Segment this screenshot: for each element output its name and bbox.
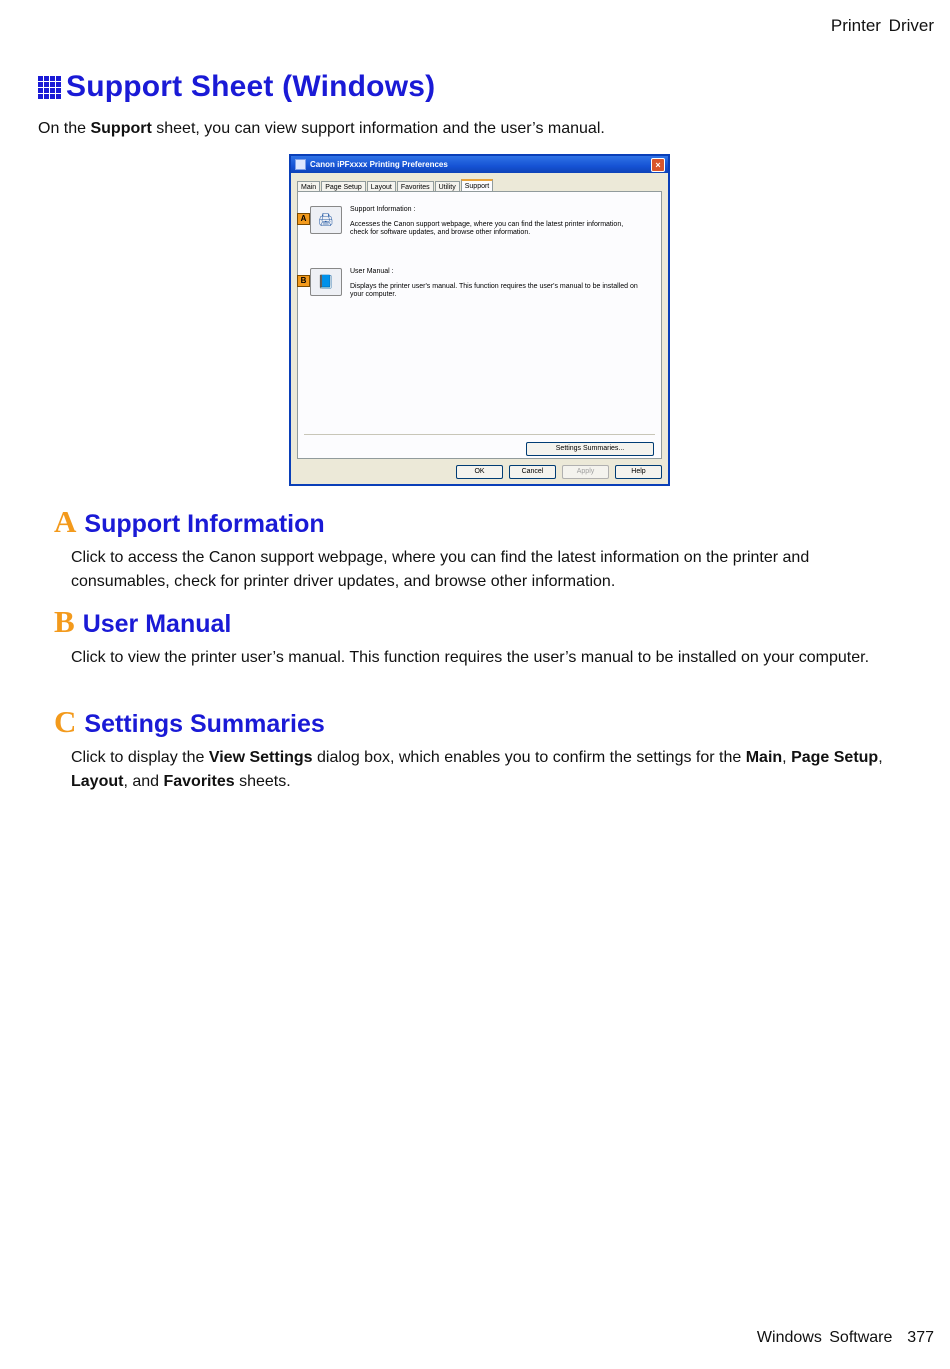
page-number: 377 bbox=[907, 1329, 934, 1346]
c-bold-layout: Layout bbox=[71, 773, 124, 790]
cancel-button[interactable]: Cancel bbox=[509, 465, 556, 479]
support-info-label: Support Information : bbox=[350, 206, 416, 213]
support-info-button[interactable] bbox=[310, 206, 342, 234]
badge-a: A bbox=[297, 213, 310, 225]
intro-bold: Support bbox=[90, 120, 152, 137]
panel-divider bbox=[304, 434, 655, 435]
section-c-letter: C bbox=[54, 704, 77, 739]
dialog-title: Canon iPFxxxx Printing Preferences bbox=[310, 160, 448, 169]
user-manual-row bbox=[310, 268, 640, 299]
c-bold-view-settings: View Settings bbox=[208, 749, 313, 766]
section-b-body: Click to view the printer user’s manual. This function requires the user’s manual to be installed on your computer. bbox=[71, 649, 870, 666]
c-text-5: , and bbox=[123, 773, 164, 790]
section-c-heading bbox=[54, 704, 904, 740]
running-header: Printer Driver bbox=[830, 16, 934, 35]
section-a-body: Click to access the Canon support webpage, where you can find the latest information on the printer and consumables, check for printer driver updates, and browse other information. bbox=[71, 549, 810, 590]
tab-layout[interactable]: Layout bbox=[367, 181, 396, 193]
tab-utility[interactable]: Utility bbox=[435, 181, 460, 193]
section-a-title: Support Information bbox=[84, 510, 325, 538]
c-text-1: Click to display the bbox=[71, 749, 209, 766]
support-globe-icon: 🖨 bbox=[317, 212, 335, 227]
title-row bbox=[38, 70, 435, 104]
grid-bullet-icon bbox=[38, 76, 61, 99]
user-manual-desc: Displays the printer user's manual. This function requires the user's manual to be installed on your computer. bbox=[350, 283, 638, 298]
tab-page-setup[interactable]: Page Setup bbox=[321, 181, 366, 193]
section-a-heading bbox=[54, 504, 904, 540]
c-text-2: dialog box, which enables you to confirm the settings for the bbox=[312, 749, 746, 766]
dialog-titlebar bbox=[291, 156, 668, 173]
section-c-title: Settings Summaries bbox=[84, 710, 325, 738]
manual-book-icon: 📘 bbox=[317, 274, 335, 289]
tab-favorites[interactable]: Favorites bbox=[397, 181, 434, 193]
section-b-title: User Manual bbox=[82, 610, 232, 638]
settings-summaries-button[interactable]: Settings Summaries... bbox=[526, 442, 654, 456]
section-support-information bbox=[54, 504, 904, 594]
printing-preferences-dialog bbox=[289, 154, 670, 486]
c-bold-favorites: Favorites bbox=[163, 773, 235, 790]
section-b-heading bbox=[54, 604, 904, 640]
section-user-manual bbox=[54, 604, 904, 670]
support-tab-panel bbox=[297, 191, 662, 459]
apply-button[interactable]: Apply bbox=[562, 465, 609, 479]
c-bold-page-setup: Page Setup bbox=[791, 749, 879, 766]
help-button[interactable]: Help bbox=[615, 465, 662, 479]
c-text-3: , bbox=[782, 749, 792, 766]
ok-button[interactable]: OK bbox=[456, 465, 503, 479]
support-info-desc: Accesses the Canon support webpage, where you can find the latest printer information, check for software updates, and browse other information. bbox=[350, 221, 624, 236]
c-text-4: , bbox=[878, 749, 883, 766]
c-bold-main: Main bbox=[745, 749, 783, 766]
tab-support[interactable]: Support bbox=[461, 179, 494, 194]
page-title: Support Sheet (Windows) bbox=[66, 70, 436, 103]
section-c-body bbox=[71, 746, 904, 794]
section-a-letter: A bbox=[54, 504, 77, 539]
dialog-button-row bbox=[450, 465, 662, 479]
support-info-row bbox=[310, 206, 640, 237]
printer-app-icon bbox=[295, 159, 306, 170]
section-settings-summaries bbox=[54, 704, 904, 794]
intro-paragraph bbox=[38, 120, 605, 138]
running-footer bbox=[757, 1329, 934, 1347]
footer-section: Windows Software bbox=[756, 1329, 893, 1346]
intro-text-end: sheet, you can view support information and the user’s manual. bbox=[151, 120, 605, 137]
section-b-letter: B bbox=[54, 604, 75, 639]
user-manual-button[interactable] bbox=[310, 268, 342, 296]
badge-b: B bbox=[297, 275, 310, 287]
user-manual-label: User Manual : bbox=[350, 268, 394, 275]
close-icon[interactable]: × bbox=[651, 158, 665, 172]
tab-main[interactable]: Main bbox=[297, 181, 320, 193]
intro-text: On the bbox=[38, 120, 91, 137]
c-text-6: sheets. bbox=[234, 773, 291, 790]
